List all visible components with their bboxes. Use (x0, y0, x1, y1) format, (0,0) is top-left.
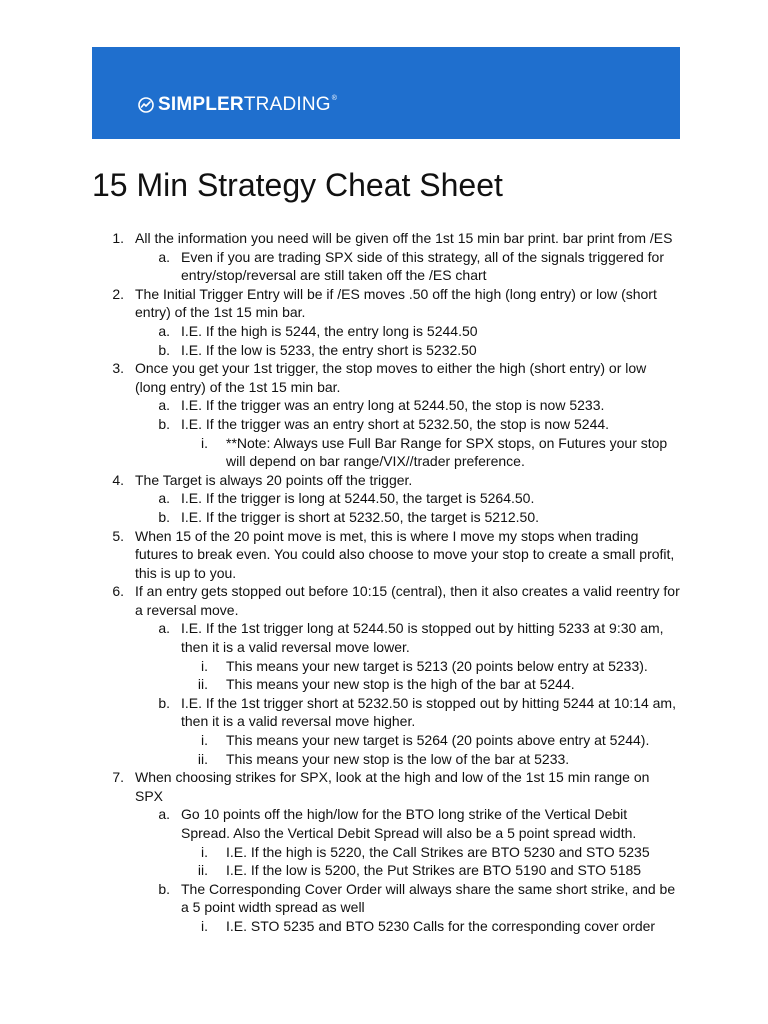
list-marker: b. (158, 341, 170, 358)
brand-name (158, 95, 337, 114)
list-marker: i. (201, 732, 208, 749)
list-marker: a. (158, 322, 170, 339)
list-item (0, 341, 680, 360)
list-marker: ii. (197, 862, 208, 879)
list-marker: a. (158, 248, 170, 265)
list-item (0, 434, 680, 471)
list-item (0, 415, 680, 434)
list-marker: 6. (112, 583, 124, 600)
list-item-text: I.E. If the 1st trigger short at 5232.50 is stopped out by hitting 5244 at 10:14 am, then it is a valid reversal move higher. (181, 694, 676, 730)
list-item-text: I.E. If the low is 5233, the entry short is 5232.50 (181, 341, 477, 358)
list-item (0, 675, 680, 694)
list-item-text: When choosing strikes for SPX, look at the high and low of the 1st 15 min range on SPX (135, 769, 650, 804)
list-item-text: I.E. STO 5235 and BTO 5230 Calls for the corresponding cover order (226, 917, 656, 934)
list-item-text: If an entry gets stopped out before 10:15 (central), then it also creates a valid reentry for a reversal move. (135, 583, 680, 618)
list-marker: i. (201, 843, 208, 860)
list-item-text: I.E. If the trigger was an entry long at 5244.50, the stop is now 5233. (181, 397, 605, 414)
list-item (0, 880, 680, 917)
list-marker: a. (158, 490, 170, 507)
list-item-text: I.E. If the trigger was an entry short at 5232.50, the stop is now 5244. (181, 415, 610, 432)
list-item (0, 527, 680, 583)
list-item (0, 731, 680, 750)
list-item (0, 768, 680, 805)
list-marker: 3. (112, 360, 124, 377)
list-item-text: I.E. If the high is 5244, the entry long is 5244.50 (181, 322, 478, 339)
strategy-list (0, 229, 768, 936)
list-item (0, 285, 680, 322)
list-marker: a. (158, 620, 170, 637)
registered-mark: ® (331, 95, 338, 102)
list-marker: i. (201, 917, 208, 934)
list-item-text: The Target is always 20 points off the trigger. (135, 471, 413, 488)
list-marker: 7. (112, 769, 124, 786)
brand-name-light: TRADING (243, 94, 331, 115)
list-item (0, 508, 680, 527)
list-item (0, 861, 680, 880)
list-item (0, 619, 680, 656)
list-item (0, 657, 680, 676)
list-marker: b. (158, 880, 170, 897)
chart-line-icon (138, 97, 154, 113)
list-item-text: I.E. If the trigger is short at 5232.50, the target is 5212.50. (181, 508, 539, 525)
list-marker: b. (158, 508, 170, 525)
list-item-text: When 15 of the 20 point move is met, this is where I move my stops when trading futures to break even. You could also choose to move your stop to create a small profit, this is up to you. (135, 527, 675, 581)
list-item (0, 489, 680, 508)
list-item-text: This means your new stop is the high of the bar at 5244. (226, 676, 575, 693)
list-item-text: This means your new target is 5264 (20 points above entry at 5244). (226, 732, 650, 749)
list-marker: 2. (112, 285, 124, 302)
list-item-text: I.E. If the high is 5220, the Call Strikes are BTO 5230 and STO 5235 (226, 843, 650, 860)
list-item (0, 322, 680, 341)
list-item-text: I.E. If the low is 5200, the Put Strikes are BTO 5190 and STO 5185 (226, 862, 642, 879)
list-marker: i. (201, 657, 208, 674)
list-marker: a. (158, 806, 170, 823)
list-item-text: The Corresponding Cover Order will always share the same short strike, and be a 5 point width spread as well (181, 880, 676, 916)
header-banner (92, 47, 680, 139)
list-item (0, 750, 680, 769)
list-marker: i. (201, 434, 208, 451)
list-item (0, 694, 680, 731)
list-item (0, 843, 680, 862)
brand-logo[interactable] (138, 95, 337, 114)
list-marker: a. (158, 397, 170, 414)
list-item-text: This means your new target is 5213 (20 points below entry at 5233). (226, 657, 648, 674)
list-item-text: This means your new stop is the low of the bar at 5233. (226, 750, 570, 767)
list-marker: b. (158, 694, 170, 711)
list-item (0, 396, 680, 415)
list-item-text: Once you get your 1st trigger, the stop moves to either the high (short entry) or low (long entry) of the 1st 15 min bar. (135, 360, 647, 395)
list-marker: ii. (197, 750, 208, 767)
list-item-text: I.E. If the 1st trigger long at 5244.50 is stopped out by hitting 5233 at 9:30 am, then it is a valid reversal move lower. (181, 620, 664, 656)
list-item (0, 229, 680, 248)
list-item-text: The Initial Trigger Entry will be if /ES moves .50 off the high (long entry) or low (short entry) of the 1st 15 min bar. (135, 285, 657, 321)
list-item-text: All the information you need will be given off the 1st 15 min bar print. bar print from /ES (135, 230, 673, 246)
list-item-text: Go 10 points off the high/low for the BTO long strike of the Vertical Debit Spread. Also the Vertical Debit Spread will also be a 5 point spread width. (181, 806, 637, 841)
list-item (0, 248, 680, 285)
list-marker: b. (158, 415, 170, 432)
list-item (0, 471, 680, 490)
list-item (0, 359, 680, 396)
list-marker: 4. (112, 471, 124, 488)
list-item-text: Even if you are trading SPX side of this strategy, all of the signals triggered for entry/stop/reversal are still taken off the /ES chart (181, 248, 664, 284)
list-item-text: **Note: Always use Full Bar Range for SPX stops, on Futures your stop will depend on bar range/VIX//trader preference. (226, 434, 668, 470)
brand-name-bold: SIMPLER (158, 94, 244, 115)
list-marker: 1. (112, 230, 124, 246)
list-item (0, 805, 680, 842)
list-marker: 5. (112, 527, 124, 544)
page-title: 15 Min Strategy Cheat Sheet (92, 167, 503, 203)
list-item (0, 917, 680, 936)
list-item-text: I.E. If the trigger is long at 5244.50, the target is 5264.50. (181, 490, 535, 507)
list-marker: ii. (197, 676, 208, 693)
list-item (0, 582, 680, 619)
